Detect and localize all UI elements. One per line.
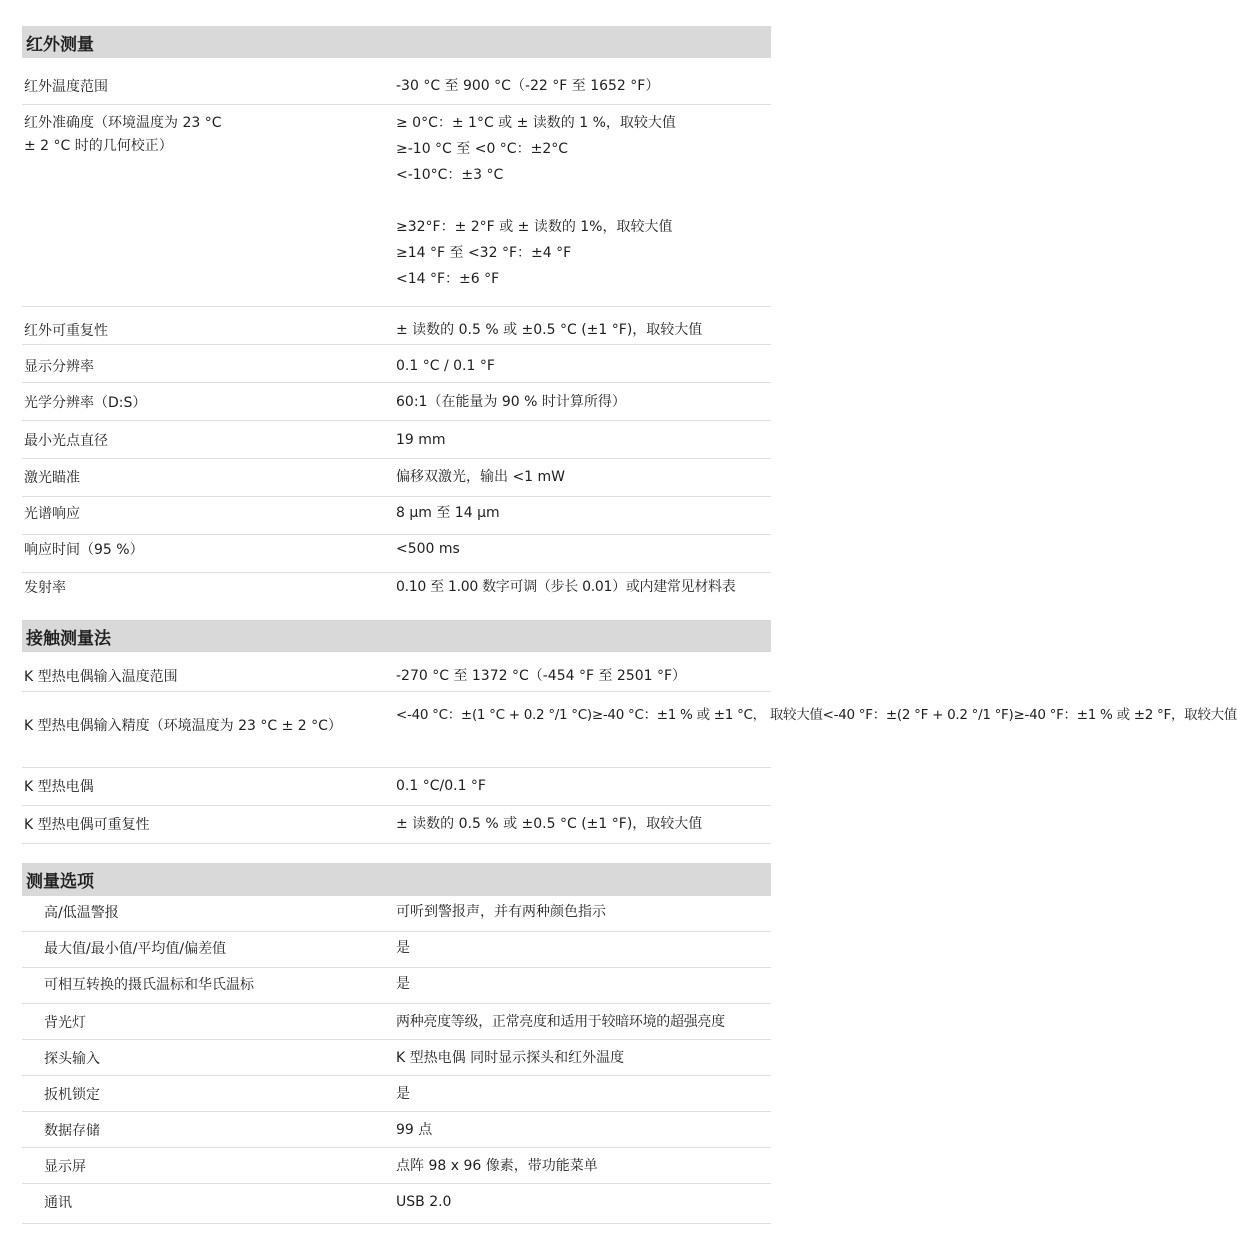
table-row [22, 497, 771, 535]
row-label: 数据存储 [44, 1123, 100, 1139]
row-label: 发射率 [24, 580, 66, 596]
row-label: K 型热电偶输入精度（环境温度为 23 °C ± 2 °C） [24, 718, 342, 734]
table-row [22, 421, 771, 459]
table-row [22, 932, 771, 968]
table-row [22, 1148, 771, 1184]
row-value: 60:1（在能量为 90 % 时计算所得） [396, 394, 626, 410]
table-row [22, 1184, 771, 1224]
section-header-infrared: 红外测量 [22, 26, 771, 58]
section-header-options: 测量选项 [22, 863, 771, 896]
row-value: 偏移双激光，输出 <1 mW [396, 469, 566, 485]
table-row [22, 459, 771, 497]
row-value: USB 2.0 [396, 1194, 452, 1210]
row-value: ± 读数的 0.5 % 或 ±0.5 °C (±1 °F)，取较大值 [396, 322, 703, 338]
row-label: 高/低温警报 [44, 905, 119, 921]
row-label: 探头输入 [44, 1051, 100, 1067]
row-label: 光谱响应 [24, 506, 80, 522]
row-value: ≥ 0°C：± 1°C 或 ± 读数的 1 %，取较大值 ≥-10 °C 至 <0 °C：±2°C <-10°C：±3 °C ≥32°F：± 2°F 或 ± 读数的 1%，取较大值 ≥14 °F 至 <32 °F：±4 °F <14 °F：±6 °F [396, 115, 676, 287]
row-label: 光学分辨率（D:S） [24, 395, 147, 411]
table-row [22, 535, 771, 573]
row-label: 红外准确度（环境温度为 23 °C ± 2 °C 时的几何校正） [24, 115, 222, 154]
table-row [22, 1004, 771, 1040]
row-value: 8 μm 至 14 μm [396, 505, 500, 521]
table-row [22, 896, 771, 932]
row-value: 0.10 至 1.00 数字可调（步长 0.01）或内建常见材料表 [396, 579, 736, 595]
table-row [22, 1076, 771, 1112]
row-value: 可听到警报声，并有两种颜色指示 [396, 904, 606, 920]
table-row [22, 345, 771, 383]
table-row [22, 768, 771, 806]
row-value: 0.1 °C / 0.1 °F [396, 358, 495, 374]
row-value: 两种亮度等级，正常亮度和适用于较暗环境的超强亮度 [396, 1014, 725, 1030]
row-label: 通讯 [44, 1195, 72, 1211]
row-label: 红外可重复性 [24, 323, 108, 339]
row-value: K 型热电偶 同时显示探头和红外温度 [396, 1050, 625, 1066]
table-row [22, 968, 771, 1004]
row-label: 响应时间（95 %） [24, 542, 144, 558]
table-row [22, 806, 771, 844]
row-value: 是 [396, 976, 410, 992]
row-label: 显示屏 [44, 1159, 86, 1175]
section-header-contact: 接触测量法 [22, 620, 771, 652]
table-row [22, 1112, 771, 1148]
row-value: <-40 °C：±(1 °C + 0.2 °/1 °C)≥-40 °C：±1 % 或 ±1 °C， 取较大值<-40 °F：±(2 °F + 0.2 °/1 °F)≥-40 °F：±1 % 或 ±2 °F，取较大值 [396, 707, 1237, 723]
row-label: 扳机锁定 [44, 1087, 100, 1103]
row-value: 是 [396, 940, 410, 956]
row-label: 背光灯 [44, 1015, 86, 1031]
row-label: 显示分辨率 [24, 359, 94, 375]
row-value: 19 mm [396, 432, 446, 448]
row-label: 最小光点直径 [24, 433, 108, 449]
row-value: -30 °C 至 900 °C（-22 °F 至 1652 °F） [396, 78, 660, 94]
row-value: <500 ms [396, 541, 460, 557]
row-label: 激光瞄准 [24, 470, 80, 486]
table-row [22, 383, 771, 421]
row-label: K 型热电偶 [24, 779, 94, 795]
table-row [22, 692, 1237, 768]
row-value: 0.1 °C/0.1 °F [396, 778, 486, 794]
table-row [22, 573, 771, 611]
table-row [22, 1040, 771, 1076]
row-label: 最大值/最小值/平均值/偏差值 [44, 941, 227, 957]
row-value: ± 读数的 0.5 % 或 ±0.5 °C (±1 °F)，取较大值 [396, 816, 703, 832]
row-label: 红外温度范围 [24, 79, 108, 95]
row-value: 是 [396, 1086, 410, 1102]
row-value: 99 点 [396, 1122, 433, 1138]
table-row [22, 307, 771, 345]
table-row [22, 105, 771, 307]
row-label: K 型热电偶可重复性 [24, 817, 150, 833]
table-row [22, 68, 771, 105]
row-value: -270 °C 至 1372 °C（-454 °F 至 2501 °F） [396, 668, 687, 684]
row-label: 可相互转换的摄氏温标和华氏温标 [44, 977, 254, 993]
row-value: 点阵 98 x 96 像素，带功能菜单 [396, 1158, 598, 1174]
table-row [22, 660, 771, 692]
row-label: K 型热电偶输入温度范围 [24, 669, 178, 685]
